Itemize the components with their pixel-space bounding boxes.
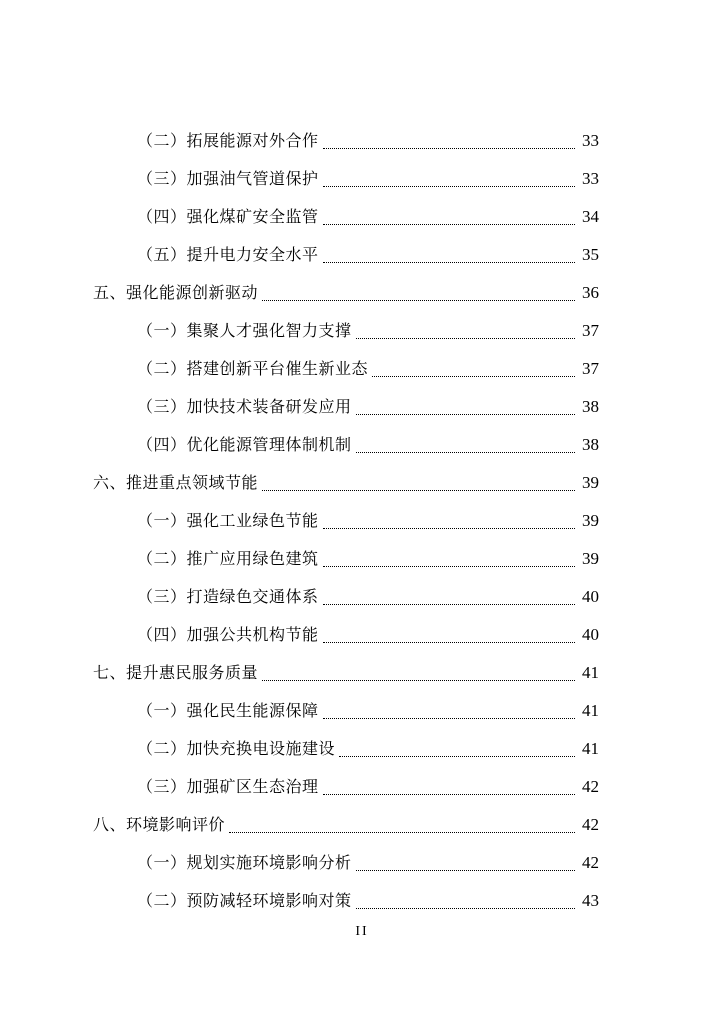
dot-leader [262, 464, 575, 502]
dot-leader [262, 274, 575, 312]
toc-entry-page: 38 [582, 397, 599, 416]
toc-entry-page: 42 [582, 853, 599, 872]
toc-entry[interactable] [0, 388, 724, 426]
dot-leader [262, 654, 575, 692]
toc-entry-title: （一）强化民生能源保障 [137, 692, 321, 730]
toc-entry-page: 33 [582, 169, 599, 188]
toc-entry-title: （二）加快充换电设施建设 [137, 730, 337, 768]
toc-entry[interactable] [0, 578, 724, 616]
toc-entry-page: 34 [582, 207, 599, 226]
toc-entry-page: 37 [582, 359, 599, 378]
toc-chapter[interactable] [0, 274, 724, 312]
dot-leader [339, 730, 575, 768]
dot-leader [229, 806, 575, 844]
toc-entry[interactable] [0, 730, 724, 768]
dot-leader [323, 692, 575, 730]
toc-entry-title: （五）提升电力安全水平 [137, 236, 321, 274]
toc-entry-title: （三）打造绿色交通体系 [137, 578, 321, 616]
toc-entry-page: 39 [582, 511, 599, 530]
dot-leader [323, 768, 575, 806]
toc-entry-title: （四）优化能源管理体制机制 [137, 426, 354, 464]
toc-entry-title: （四）强化煤矿安全监管 [137, 198, 321, 236]
toc-chapter-title: 五、强化能源创新驱动 [93, 274, 260, 312]
toc-entry-title: （三）加强油气管道保护 [137, 160, 321, 198]
toc-entry-title: （二）预防减轻环境影响对策 [137, 882, 354, 920]
dot-leader [323, 160, 575, 198]
toc-entry[interactable] [0, 160, 724, 198]
toc-entry-title: （四）加强公共机构节能 [137, 616, 321, 654]
toc-chapter[interactable] [0, 806, 724, 844]
toc-entry[interactable] [0, 350, 724, 388]
dot-leader [323, 502, 575, 540]
toc-entry[interactable] [0, 692, 724, 730]
dot-leader [323, 236, 575, 274]
toc-entry-title: （三）加快技术装备研发应用 [137, 388, 354, 426]
toc-entry-page: 41 [582, 701, 599, 720]
toc-entry-page: 39 [582, 549, 599, 568]
toc-entry[interactable] [0, 844, 724, 882]
toc-chapter-page: 39 [582, 473, 599, 492]
toc-entry-page: 40 [582, 625, 599, 644]
dot-leader [323, 198, 575, 236]
toc-entry-page: 37 [582, 321, 599, 340]
toc-entry[interactable] [0, 502, 724, 540]
toc-entry-title: （二）推广应用绿色建筑 [137, 540, 321, 578]
toc-entry[interactable] [0, 540, 724, 578]
toc-chapter-title: 八、环境影响评价 [93, 806, 227, 844]
dot-leader [323, 540, 575, 578]
toc-entry[interactable] [0, 122, 724, 160]
dot-leader [356, 844, 575, 882]
toc-entry-page: 42 [582, 777, 599, 796]
toc-entry[interactable] [0, 236, 724, 274]
page-number-footer: II [355, 924, 369, 939]
toc-entry[interactable] [0, 882, 724, 920]
toc-entry-page: 35 [582, 245, 599, 264]
toc-entry[interactable] [0, 768, 724, 806]
dot-leader [372, 350, 575, 388]
toc-chapter-page: 41 [582, 663, 599, 682]
dot-leader [356, 426, 575, 464]
toc-chapter[interactable] [0, 464, 724, 502]
toc-entry-title: （三）加强矿区生态治理 [137, 768, 321, 806]
dot-leader [323, 122, 575, 160]
toc-entry[interactable] [0, 198, 724, 236]
toc-entry-page: 33 [582, 131, 599, 150]
toc-chapter-page: 36 [582, 283, 599, 302]
toc-entry-title: （一）强化工业绿色节能 [137, 502, 321, 540]
dot-leader [323, 616, 575, 654]
toc-entry[interactable] [0, 616, 724, 654]
dot-leader [356, 882, 575, 920]
toc-chapter-title: 七、提升惠民服务质量 [93, 654, 260, 692]
toc-chapter[interactable] [0, 654, 724, 692]
table-of-contents [0, 122, 724, 920]
toc-entry-title: （一）集聚人才强化智力支撑 [137, 312, 354, 350]
toc-entry-page: 43 [582, 891, 599, 910]
toc-chapter-page: 42 [582, 815, 599, 834]
toc-entry-page: 40 [582, 587, 599, 606]
toc-entry-page: 41 [582, 739, 599, 758]
toc-entry[interactable] [0, 426, 724, 464]
dot-leader [356, 312, 575, 350]
dot-leader [323, 578, 575, 616]
toc-entry-title: （一）规划实施环境影响分析 [137, 844, 354, 882]
dot-leader [356, 388, 575, 426]
toc-entry-page: 38 [582, 435, 599, 454]
toc-entry-title: （二）搭建创新平台催生新业态 [137, 350, 370, 388]
toc-chapter-title: 六、推进重点领域节能 [93, 464, 260, 502]
toc-entry-title: （二）拓展能源对外合作 [137, 122, 321, 160]
toc-entry[interactable] [0, 312, 724, 350]
